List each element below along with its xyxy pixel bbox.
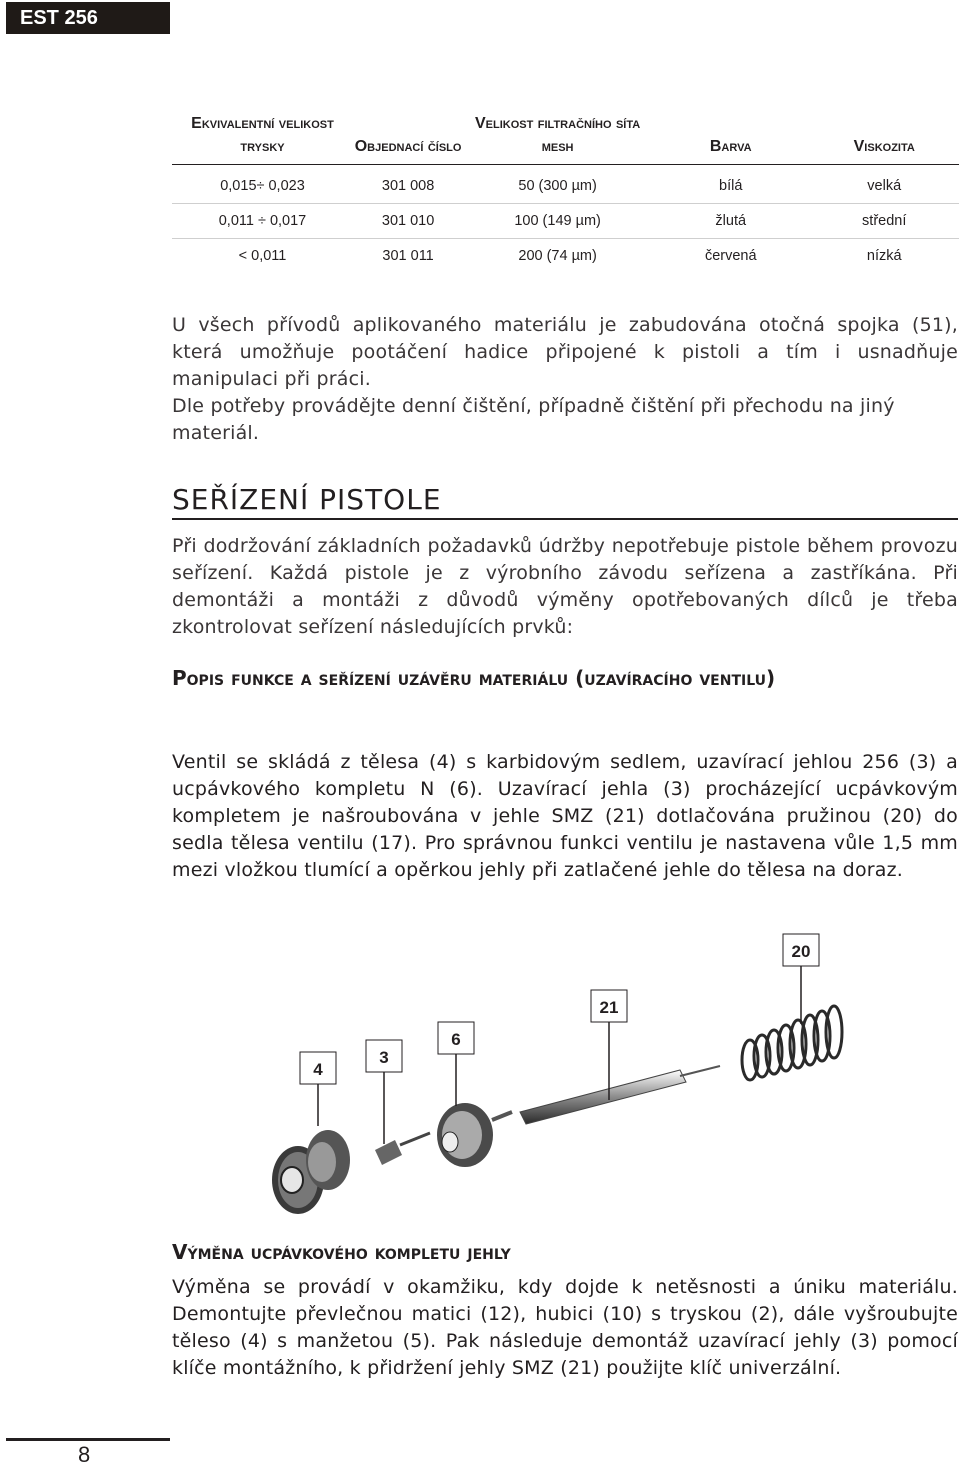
table-header-row — [172, 112, 959, 165]
table-row — [172, 165, 959, 204]
valve-body-part — [272, 1130, 350, 1214]
col-header-order-number: Objednací číslo — [353, 112, 463, 165]
table-cell: střední — [809, 204, 959, 239]
table-cell: 100 (149 µm) — [463, 204, 652, 239]
part-label-4: 4 — [313, 1060, 323, 1079]
nozzle-spec-table — [172, 112, 959, 273]
valve-exploded-diagram — [250, 930, 850, 1220]
packing-replacement-paragraph: Výměna se provádí v okamžiku, kdy dojde k netěsnosti a úniku materiálu. Demontujte převlečnou matici (12), hubici (10) s tryskou (2), dále vyšroubujte těleso (4) s manžetou (5). Pak následuje demontáž uzavírací jehly (3) pomocí klíče montážního, k přidržení jehly SMZ (21) použijte klíč univerzální. — [172, 1276, 958, 1379]
table-cell: žlutá — [652, 204, 809, 239]
part-label-6: 6 — [451, 1030, 461, 1049]
section-paragraph-adjustment: Při dodržování základních požadavků údržby nepotřebuje pistole během provozu seřízení. Každá pistole je z výrobního závodu seřízena a zastříkána. Při demontáži a montáži z důvodů výměny opotřebovaných dílců je třeba zkontrolovat seřízení následujících prvků: — [172, 535, 958, 638]
table-cell: < 0,011 — [238, 248, 287, 264]
subsection-title-valve: Popis funkce a seřízení uzávěru materiálu (uzavíracího ventilu) — [172, 666, 776, 690]
table-cell: 50 (300 µm) — [463, 165, 652, 204]
table-cell: bílá — [652, 165, 809, 204]
table-cell: 301 008 — [353, 165, 463, 204]
valve-description-paragraph: Ventil se skládá z tělesa (4) s karbidovým sedlem, uzavírací jehlou 256 (3) a ucpávkového kompletu N (6). Uzavírací jehla (3) procházející ucpávkovým kompletem je našroubována v jehle SMZ (21) dotlačována pružinou (20) do sedla tělesa ventilu (17). Pro správnou funkci ventilu je nastavena vůle 1,5 mm mezi vložkou tlumící a opěrkou jehly při zatlačené jehle do tělesa na doraz. — [172, 751, 958, 881]
col-header-nozzle-size: Ekvivalentní velikost trysky — [172, 112, 353, 165]
part-label-21: 21 — [599, 998, 619, 1017]
col-header-filter-mesh: Velikost filtračního síta mesh — [463, 112, 652, 165]
page-number: 8 — [78, 1442, 91, 1467]
section-title-gun-adjustment: SEŘÍZENÍ PISTOLE — [172, 483, 958, 520]
table-cell: 200 (74 µm) — [518, 248, 597, 264]
table-cell: velká — [809, 165, 959, 204]
part-label-3: 3 — [379, 1048, 389, 1067]
table-cell: 301 011 — [382, 248, 434, 264]
table-cell: červená — [704, 248, 757, 264]
table-cell: 0,015÷ 0,023 — [172, 165, 353, 204]
part-label-20: 20 — [791, 942, 811, 961]
document-code-tag: EST 256 — [6, 2, 170, 34]
table-row — [172, 204, 959, 239]
intro-paragraph-swivel: U všech přívodů aplikovaného materiálu je zabudována otočná spojka (51), která umožňuje pootáčení hadice připojené k pistoli a tím i usnadňuje manipulaci při práci. — [172, 314, 958, 390]
packing-set-part — [437, 1103, 512, 1167]
table-cell: 301 010 — [353, 204, 463, 239]
spring-part — [742, 1006, 842, 1080]
table-row — [172, 239, 959, 274]
intro-paragraph-cleaning: Dle potřeby provádějte denní čištění, případně čištění při přechodu na jiný materiál. — [172, 395, 895, 444]
col-header-color: Barva — [652, 112, 809, 165]
col-header-viscosity: Viskozita — [809, 112, 959, 165]
footer-rule — [6, 1438, 170, 1441]
table-cell: 0,011 ÷ 0,017 — [172, 204, 353, 239]
table-cell: nízká — [866, 248, 902, 264]
subsection-title-packing-replacement: Výměna ucpávkového kompletu jehly — [172, 1240, 511, 1264]
needle-rod-part — [520, 1066, 720, 1124]
